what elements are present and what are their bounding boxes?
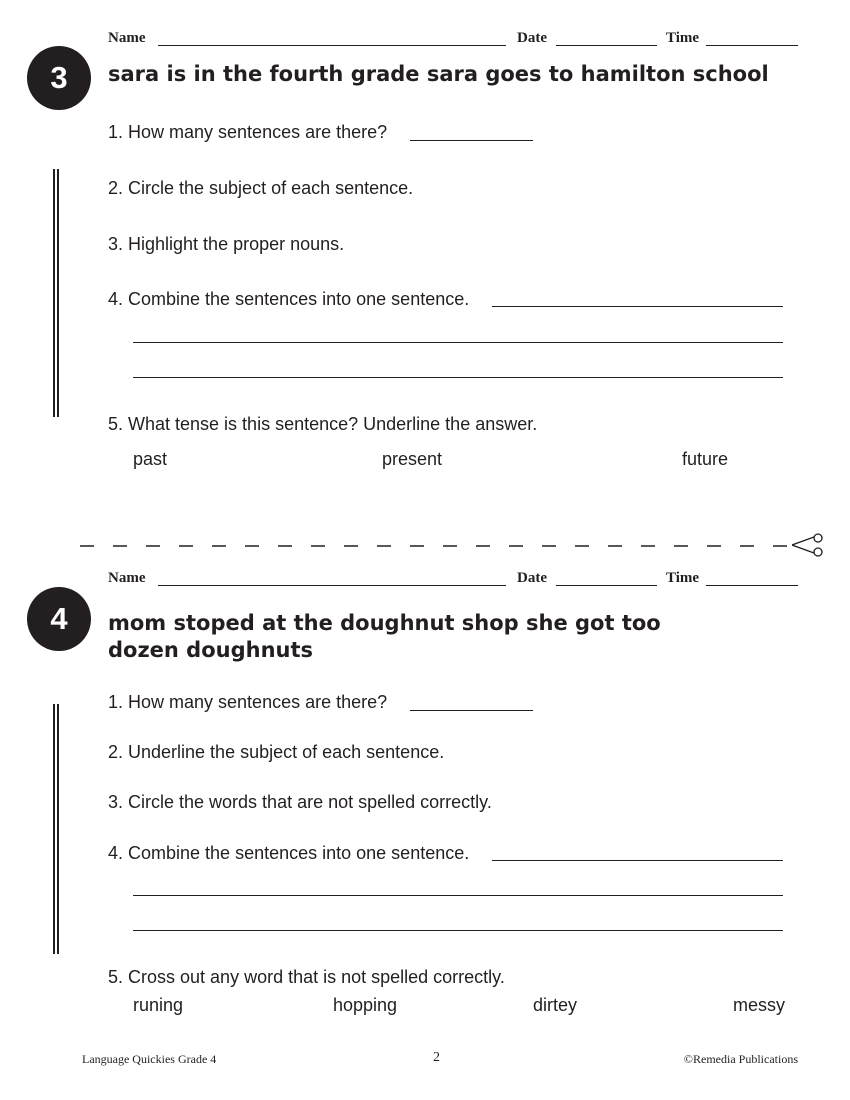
answer-line[interactable]: [133, 342, 783, 343]
answer-blank[interactable]: [492, 860, 783, 861]
footer-title: Language Quickies Grade 4: [82, 1052, 217, 1066]
date-label: Date: [517, 570, 547, 586]
date-field[interactable]: [556, 45, 657, 46]
option-present[interactable]: present: [382, 449, 443, 469]
time-label: Time: [666, 570, 700, 586]
answer-blank[interactable]: [492, 306, 783, 307]
option-dirtey[interactable]: dirtey: [533, 995, 578, 1015]
answer-blank[interactable]: [410, 710, 533, 711]
name-field[interactable]: [158, 585, 506, 586]
answer-line[interactable]: [133, 930, 783, 931]
section-title: sara is in the fourth grade sara goes to hamilton school: [108, 62, 769, 86]
question-4: 4. Combine the sentences into one sentence.: [108, 289, 470, 309]
option-runing[interactable]: runing: [133, 995, 184, 1015]
question-2: 2. Underline the subject of each sentence.: [108, 742, 445, 762]
answer-blank[interactable]: [410, 140, 533, 141]
section-title-line-1: mom stoped at the doughnut shop she got too: [108, 611, 661, 635]
answer-line[interactable]: [133, 895, 783, 896]
time-field[interactable]: [706, 45, 798, 46]
answer-line[interactable]: [133, 377, 783, 378]
margin-bar: [53, 169, 55, 417]
question-4: 4. Combine the sentences into one sentence.: [108, 843, 470, 863]
name-label: Name: [108, 30, 146, 46]
section-number-badge: 4: [27, 587, 91, 651]
header-row-3: [108, 30, 798, 50]
question-5: 5. Cross out any word that is not spelled correctly.: [108, 967, 505, 987]
question-3: 3. Highlight the proper nouns.: [108, 234, 345, 254]
question-1: 1. How many sentences are there?: [108, 692, 388, 712]
question-1: 1. How many sentences are there?: [108, 122, 388, 142]
name-field[interactable]: [158, 45, 506, 46]
option-hopping[interactable]: hopping: [333, 995, 398, 1015]
margin-bar: [57, 704, 59, 954]
page-number: 2: [433, 1050, 440, 1065]
option-messy[interactable]: messy: [733, 995, 786, 1015]
question-3: 3. Circle the words that are not spelled correctly.: [108, 792, 492, 812]
date-label: Date: [517, 30, 547, 46]
margin-bar: [57, 169, 59, 417]
scissors-icon: [792, 533, 826, 557]
margin-bar: [53, 704, 55, 954]
header-row-4: [108, 570, 798, 590]
name-label: Name: [108, 570, 146, 586]
section-number-badge: 3: [27, 46, 91, 110]
question-5: 5. What tense is this sentence? Underline the answer.: [108, 414, 538, 434]
option-future[interactable]: future: [682, 449, 729, 469]
question-2: 2. Circle the subject of each sentence.: [108, 178, 414, 198]
time-field[interactable]: [706, 585, 798, 586]
section-title-line-2: dozen doughnuts: [108, 638, 314, 662]
cut-line: [80, 530, 825, 560]
date-field[interactable]: [556, 585, 657, 586]
time-label: Time: [666, 30, 700, 46]
option-past[interactable]: past: [133, 449, 168, 469]
footer-publisher: ©Remedia Publications: [683, 1052, 798, 1066]
